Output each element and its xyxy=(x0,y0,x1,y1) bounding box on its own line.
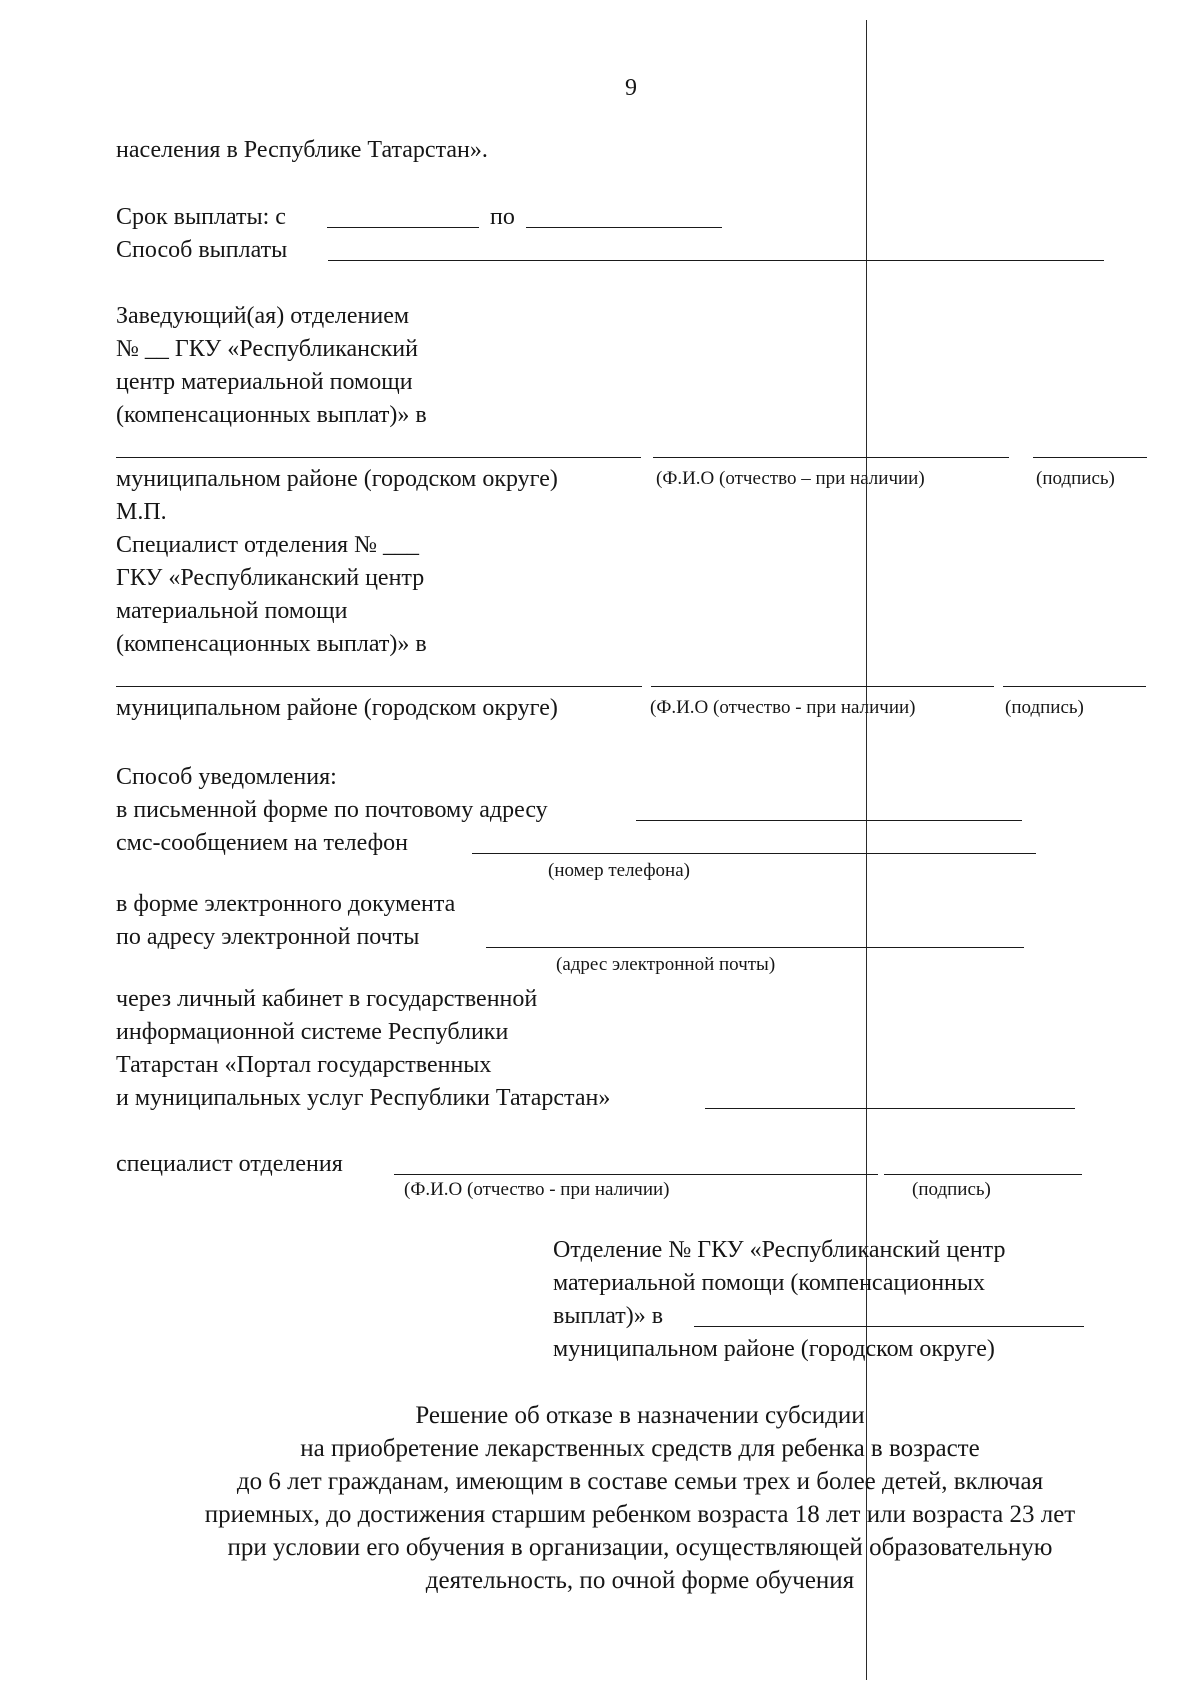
specialist-line-2: ГКУ «Республиканский центр xyxy=(116,565,425,591)
specialist-sign-label: специалист отделения xyxy=(116,1151,343,1177)
department-district-field[interactable] xyxy=(694,1326,1084,1327)
email-field[interactable] xyxy=(486,947,1024,948)
specialist-district-text: муниципальном районе (городском округе) xyxy=(116,695,558,721)
head-line-2: № __ ГКУ «Республиканский xyxy=(116,336,418,362)
specialist-signature-field[interactable] xyxy=(1003,686,1146,687)
specialist-line-1: Специалист отделения № ___ xyxy=(116,532,419,558)
notification-postal-label: в письменной форме по почтовому адресу xyxy=(116,797,548,823)
portal-line-2: информационной системе Республики xyxy=(116,1019,509,1045)
notification-title: Способ уведомления: xyxy=(116,764,337,790)
payment-term-label: Срок выплаты: с xyxy=(116,204,286,230)
specialist-sign-signature-field[interactable] xyxy=(884,1174,1082,1175)
portal-field[interactable] xyxy=(705,1108,1075,1109)
head-line-3: центр материальной помощи xyxy=(116,369,413,395)
payment-method-field[interactable] xyxy=(328,260,1104,261)
decision-title-line-4: приемных, до достижения старшим ребенком возраста 18 лет или возраста 23 лет xyxy=(204,1501,1076,1528)
email-caption: (адрес электронной почты) xyxy=(556,954,776,975)
portal-line-3: Татарстан «Портал государственных xyxy=(116,1052,492,1078)
notification-edoc-line-1: в форме электронного документа xyxy=(116,891,456,917)
stamp-place: М.П. xyxy=(116,499,167,525)
notification-sms-label: смс-сообщением на телефон xyxy=(116,830,408,856)
department-line-1: Отделение № ГКУ «Республиканский центр xyxy=(553,1237,1006,1263)
specialist-fio-caption: (Ф.И.О (отчество - при наличии) xyxy=(650,697,916,718)
head-fio-field[interactable] xyxy=(653,457,1009,458)
department-line-3: выплат)» в xyxy=(553,1303,664,1329)
specialist-line-4: (компенсационных выплат)» в xyxy=(116,631,427,657)
payment-term-to-field[interactable] xyxy=(526,227,722,228)
specialist-line-3: материальной помощи xyxy=(116,598,348,624)
postal-address-field[interactable] xyxy=(636,820,1022,821)
specialist-sign-fio-field[interactable] xyxy=(394,1174,878,1175)
decision-title-line-5: при условии его обучения в организации, осуществляющей образовательную xyxy=(227,1534,1053,1561)
head-line-1: Заведующий(ая) отделением xyxy=(116,303,410,329)
intro-text: населения в Республике Татарстан». xyxy=(116,137,488,163)
decision-title-line-6: деятельность, по очной форме обучения xyxy=(425,1567,855,1594)
department-line-4: муниципальном районе (городском округе) xyxy=(553,1336,995,1362)
specialist-sign-signature-caption: (подпись) xyxy=(912,1179,991,1200)
department-line-2: материальной помощи (компенсационных xyxy=(553,1270,986,1296)
portal-line-1: через личный кабинет в государственной xyxy=(116,986,538,1012)
payment-term-to-label: по xyxy=(490,204,515,230)
specialist-fio-field[interactable] xyxy=(651,686,994,687)
head-fio-caption: (Ф.И.О (отчество – при наличии) xyxy=(656,468,925,489)
head-signature-field[interactable] xyxy=(1033,457,1147,458)
head-district-text: муниципальном районе (городском округе) xyxy=(116,466,558,492)
phone-caption: (номер телефона) xyxy=(548,860,690,881)
page-number: 9 xyxy=(625,75,637,101)
decision-title-line-1: Решение об отказе в назначении субсидии xyxy=(415,1402,865,1429)
head-district-field[interactable] xyxy=(116,457,641,458)
decision-title-line-2: на приобретение лекарственных средств для ребенка в возрасте xyxy=(300,1435,980,1462)
notification-edoc-line-2: по адресу электронной почты xyxy=(116,924,420,950)
decision-title-line-3: до 6 лет гражданам, имеющим в составе семьи трех и более детей, включая xyxy=(236,1468,1044,1495)
phone-field[interactable] xyxy=(472,853,1036,854)
payment-term-from-field[interactable] xyxy=(327,227,479,228)
head-signature-caption: (подпись) xyxy=(1036,468,1115,489)
specialist-signature-caption: (подпись) xyxy=(1005,697,1084,718)
portal-line-4: и муниципальных услуг Республики Татарстан» xyxy=(116,1085,611,1111)
specialist-sign-fio-caption: (Ф.И.О (отчество - при наличии) xyxy=(404,1179,670,1200)
payment-method-label: Способ выплаты xyxy=(116,237,288,263)
head-line-4: (компенсационных выплат)» в xyxy=(116,402,427,428)
specialist-district-field[interactable] xyxy=(116,686,642,687)
